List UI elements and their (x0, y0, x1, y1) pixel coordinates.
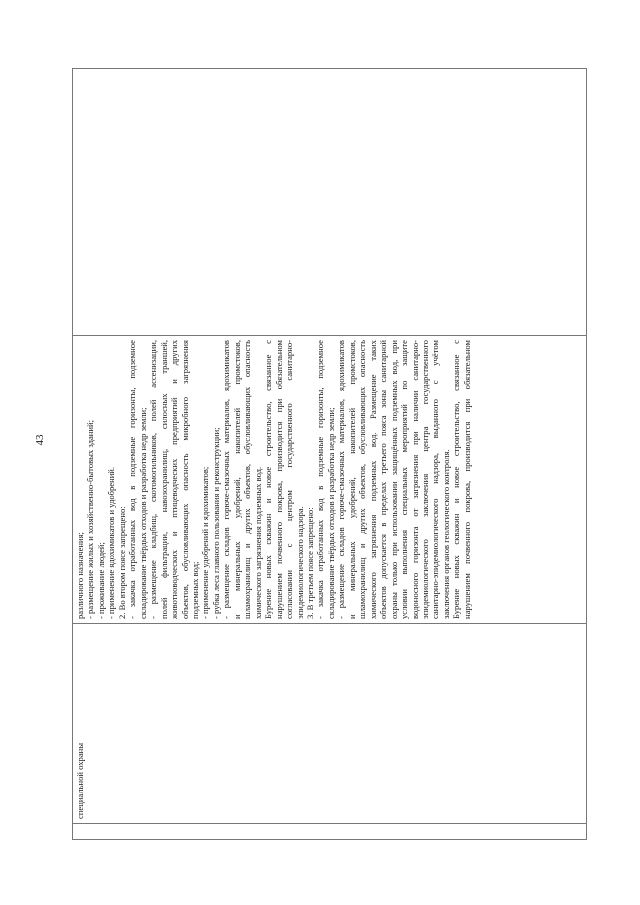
text-line: - применение ядохимикатов и удобрений. (106, 466, 117, 619)
zone-name-cell: специальной охраны (75, 742, 85, 819)
rotated-page-content (72, 68, 587, 840)
text-line: эпидемиологического заключения центра государственного (419, 340, 430, 619)
text-line: шламохранилищ и других объектов, обусловливающих опасность (242, 340, 253, 619)
text-line: эпидемиологического надзора. (294, 506, 305, 619)
restrictions-text (75, 340, 472, 619)
text-line: полей фильтрации, навозохранилищ, силосных траншей, (158, 340, 169, 619)
text-line: санитарно-эпидемиологического надзора, выданного с учётом (430, 340, 441, 619)
text-line: различного назначения; (75, 532, 85, 619)
table-column-notes (73, 69, 586, 335)
text-line: Бурение новых скважин и новое строительство, связанное с (263, 340, 274, 619)
table-column-zone (73, 623, 586, 823)
text-line: - рубка леса главного пользования и реконструкции; (210, 427, 221, 619)
text-line: 2. Во втором поясе запрещено: (116, 506, 127, 619)
table-column-index (73, 823, 586, 839)
text-line: условии выполнения специальных мероприятий по защите (399, 340, 410, 619)
text-line: животноводческих и птицеводческих предприятий и других (169, 340, 180, 619)
text-line: - применение удобрений и ядохимикатов; (200, 466, 211, 619)
text-line: 3. В третьем поясе запрещено: (304, 507, 315, 619)
text-line: химического загрязнения подземных вод. Размещение таких (367, 340, 378, 619)
text-line: Бурение новых скважин и новое строительство, связанное с (451, 340, 462, 619)
text-line: и минеральных удобрений, накопителей промстоков, (346, 340, 357, 619)
text-line: - размещение складов горюче-смазочных материалов, ядохимикатов (336, 340, 347, 619)
text-line: химического загрязнения подземных вод. (252, 466, 263, 619)
text-line: шламохранилищ и других объектов, обусловливающих опасность (357, 340, 368, 619)
text-line: - размещение жилых и хозяйственно-бытовых зданий; (85, 420, 96, 619)
text-line: - закачка отработанных вод в подземные горизонты, подземное (127, 340, 138, 619)
text-line: - закачка отработанных вод в подземные горизонты, подземное (315, 340, 326, 619)
text-line: заключения органов геологического контроля. (440, 449, 451, 619)
text-line: - проживание людей; (95, 542, 106, 619)
text-line: объектов, обусловливающих опасность микробного загрязнения (179, 340, 190, 619)
text-line: нарушением почвенного покрова, производится при обязательном (461, 340, 472, 619)
table-column-restrictions (73, 335, 586, 623)
text-line: - размещение складов горюче-смазочных материалов, ядохимикатов (221, 340, 232, 619)
text-line: подземных вод; (189, 561, 200, 619)
text-line: объектов допускается в пределах третьего пояса зоны санитарной (378, 340, 389, 619)
text-line: складирование твёрдых отходов и разработка недр земли; (325, 407, 336, 619)
text-line: охраны только при использовании защищённых подземных вод, при (388, 340, 399, 619)
text-line: и минеральных удобрений, накопителей промстоков, (231, 340, 242, 619)
text-line: - размещение кладбищ, скотомогильников, полей ассенизации, (148, 340, 159, 619)
regulations-table (72, 68, 587, 840)
text-line: согласовании с центром государственного санитарно- (284, 340, 295, 619)
text-line: складирование твёрдых отходов и разработка недр земли; (137, 407, 148, 619)
text-line: водоносного горизонта от загрязнения при наличии санитарно- (409, 340, 420, 619)
page-number: 43 (34, 434, 46, 446)
text-line: нарушением почвенного покрова, производится при обязательном (273, 340, 284, 619)
